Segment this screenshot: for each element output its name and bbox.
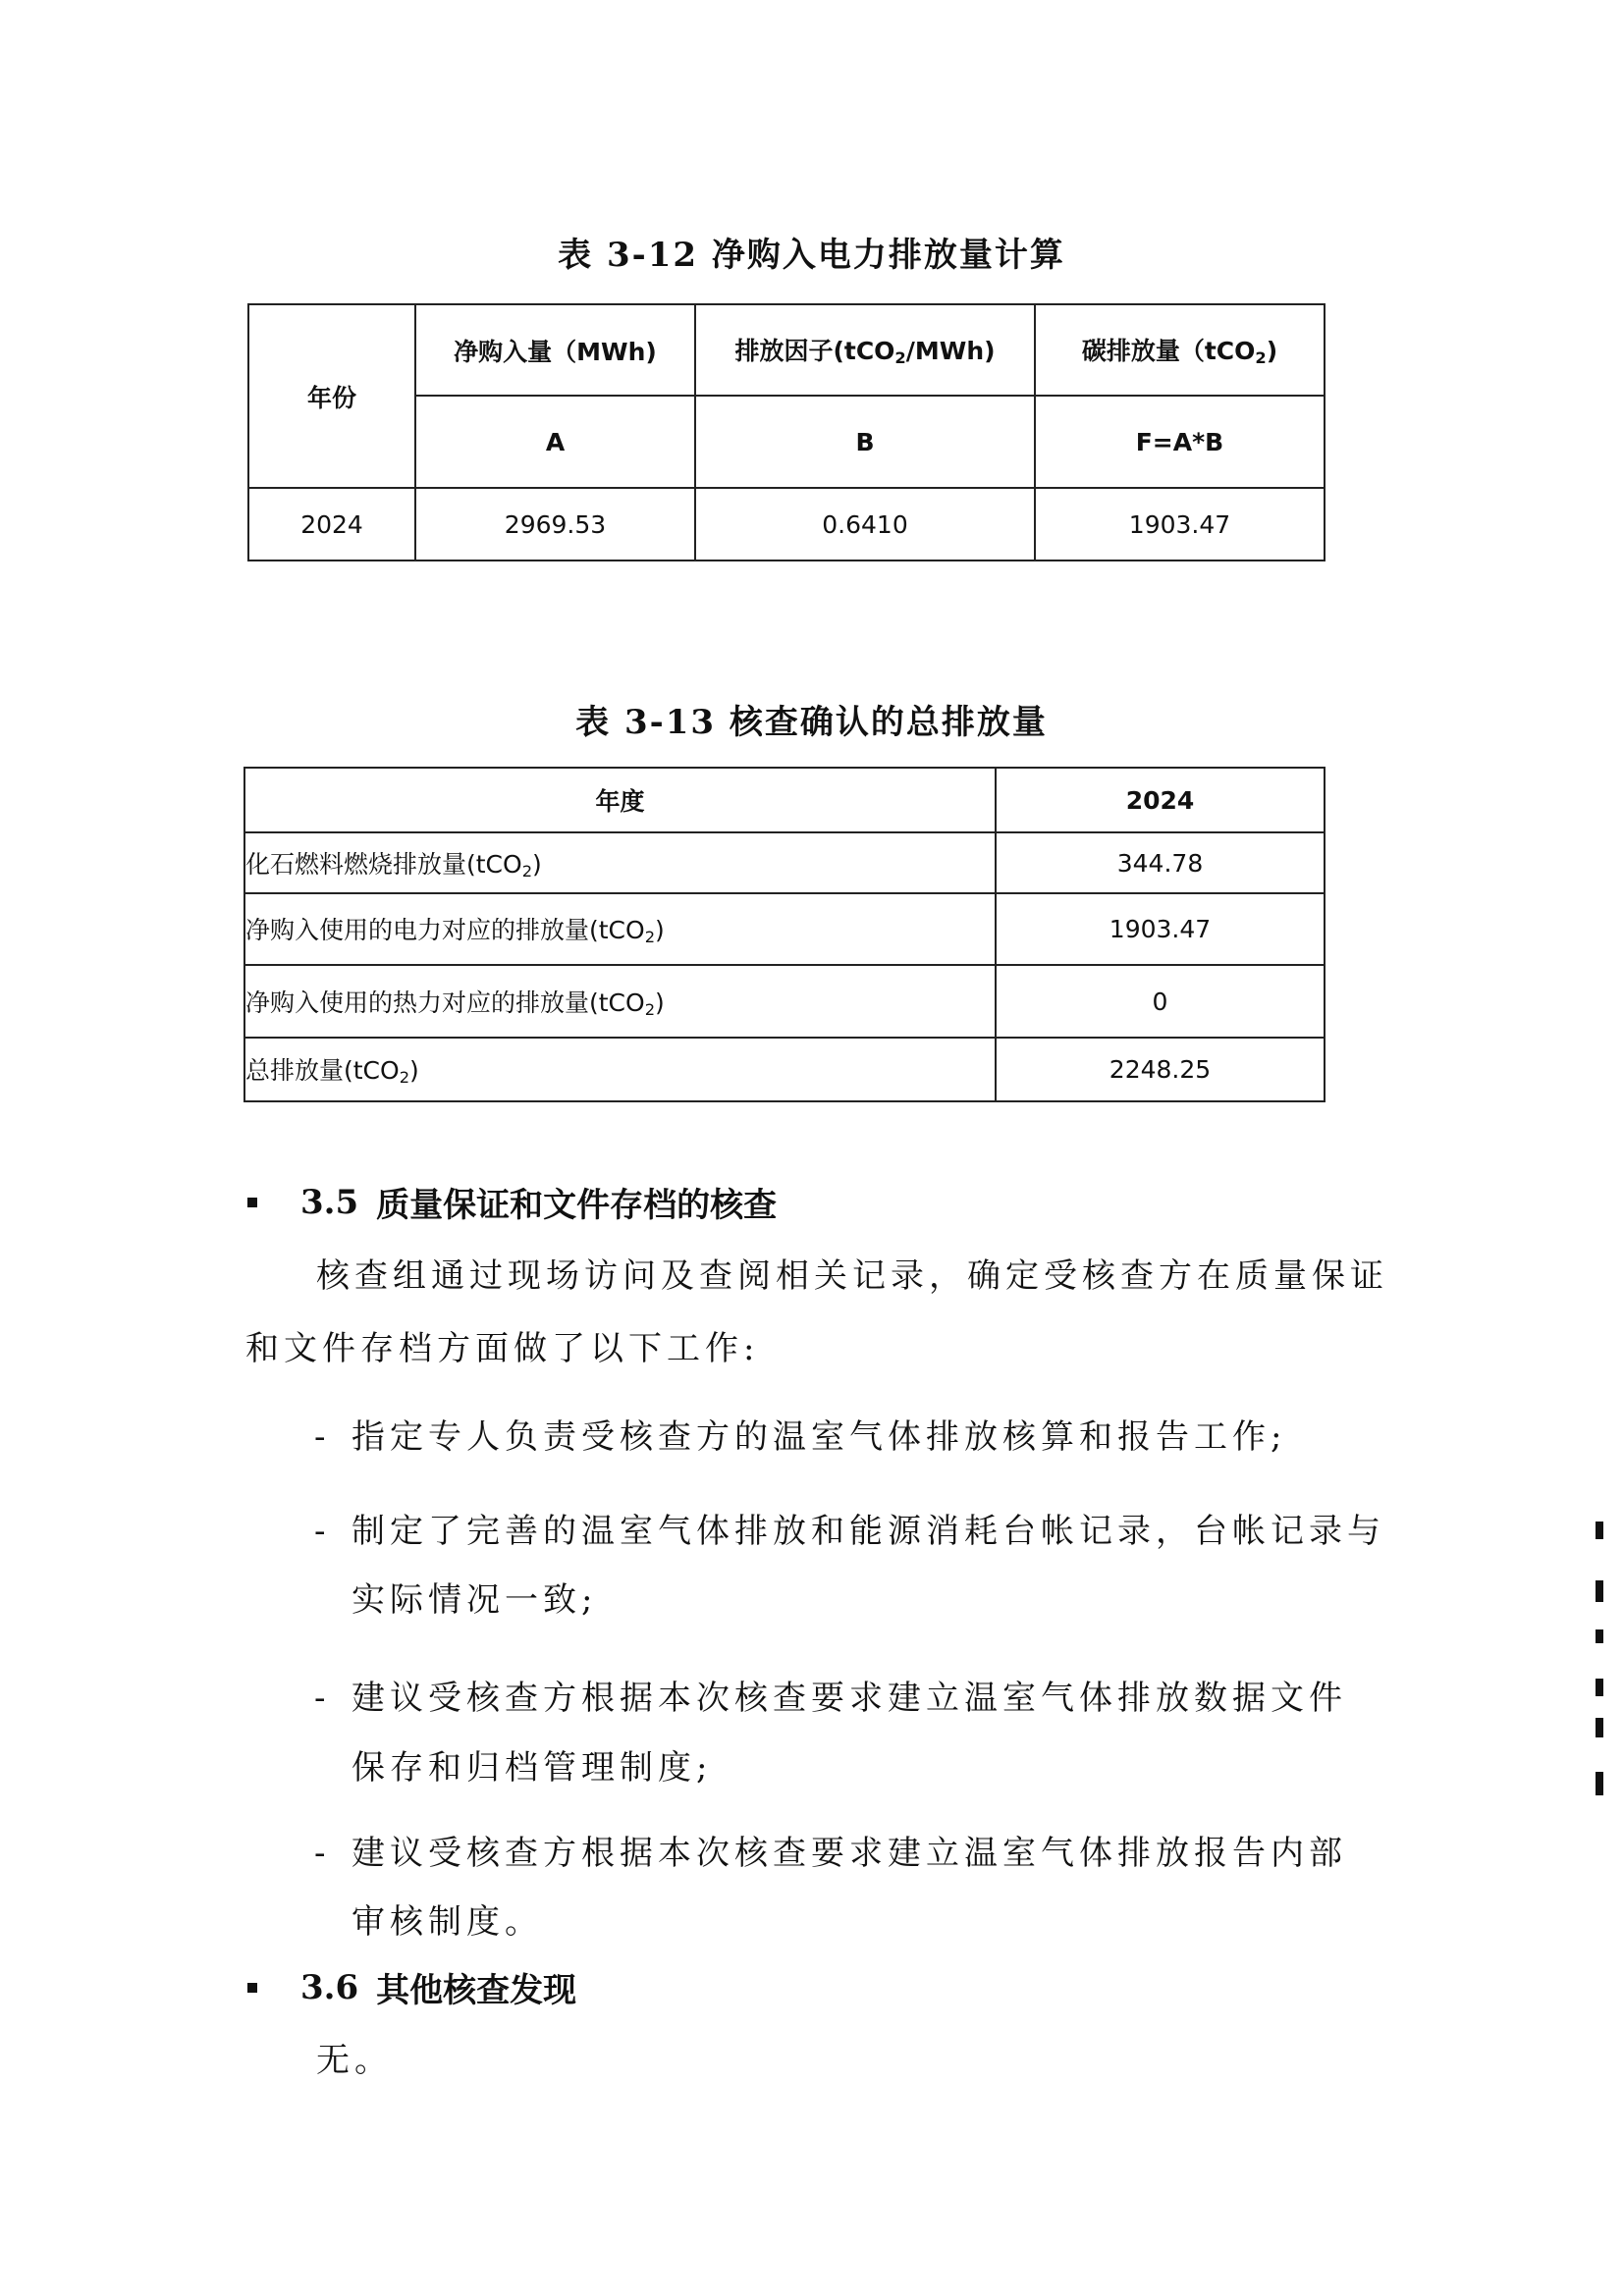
cell-year: 2024 [248, 488, 415, 561]
list-item-continuation: 实际情况一致; [352, 1580, 598, 1620]
section-3-6-heading [247, 1963, 576, 2011]
header-symbol-b: B [695, 396, 1035, 488]
section-3-6-body: 无。 [316, 2041, 393, 2080]
header-emission-factor: 排放因子(tCO$_2$/MWh) [695, 304, 1035, 396]
list-item-continuation: 保存和归档管理制度; [352, 1748, 713, 1788]
header-emission: 碳排放量（tCO$_2$) [1035, 304, 1325, 396]
cell-emission-factor: 0.6410 [695, 488, 1035, 561]
list-item: - 建议受核查方根据本次核查要求建立温室气体排放报告内部 [314, 1834, 1347, 1873]
table-row [248, 488, 1325, 561]
list-item: - 制定了完善的温室气体排放和能源消耗台帐记录，台帐记录与 [314, 1512, 1385, 1551]
row-label: 总排放量(tCO$_2$) [244, 1038, 996, 1101]
section-title: 其他核查发现 [376, 1971, 577, 2010]
section-title: 质量保证和文件存档的核查 [376, 1186, 778, 1225]
header-symbol-a: A [415, 396, 695, 488]
list-item: - 指定专人负责受核查方的温室气体排放核算和报告工作; [314, 1417, 1287, 1457]
table-row [244, 1038, 1325, 1101]
header-year: 年份 [248, 304, 415, 488]
table-row [244, 893, 1325, 965]
row-value: 0 [996, 965, 1325, 1038]
table-row [244, 965, 1325, 1038]
row-label: 净购入使用的热力对应的排放量(tCO$_2$) [244, 965, 996, 1038]
cell-emission: 1903.47 [1035, 488, 1325, 561]
row-value: 2248.25 [996, 1038, 1325, 1101]
table-row [244, 832, 1325, 893]
section-3-5-intro-line2: 和文件存档方面做了以下工作: [245, 1329, 760, 1368]
seal-stamp-edge [1596, 1522, 1609, 1806]
table-3-12-caption: 表 3-12 净购入电力排放量计算 [558, 236, 1065, 275]
row-value: 1903.47 [996, 893, 1325, 965]
table-3-13 [243, 767, 1325, 1102]
section-number: 3.6 [300, 1967, 359, 2007]
table-3-13-caption: 表 3-13 核查确认的总排放量 [575, 703, 1048, 742]
section-number: 3.5 [300, 1182, 359, 1222]
list-item-continuation: 审核制度。 [352, 1902, 543, 1942]
list-item: - 建议受核查方根据本次核查要求建立温室气体排放数据文件 [314, 1679, 1347, 1718]
square-bullet-icon [247, 1198, 257, 1207]
row-label: 化石燃料燃烧排放量(tCO$_2$) [244, 832, 996, 893]
table-3-12 [247, 303, 1325, 561]
section-3-5-intro-line1: 核查组通过现场访问及查阅相关记录，确定受核查方在质量保证 [316, 1256, 1388, 1296]
cell-net-purchase: 2969.53 [415, 488, 695, 561]
header-label: 年度 [244, 768, 996, 832]
row-value: 344.78 [996, 832, 1325, 893]
section-3-5-heading [247, 1178, 777, 1226]
row-label: 净购入使用的电力对应的排放量(tCO$_2$) [244, 893, 996, 965]
square-bullet-icon [247, 1983, 257, 1993]
header-symbol-f: F=A*B [1035, 396, 1325, 488]
header-net-purchase: 净购入量（MWh) [415, 304, 695, 396]
header-year: 2024 [996, 768, 1325, 832]
